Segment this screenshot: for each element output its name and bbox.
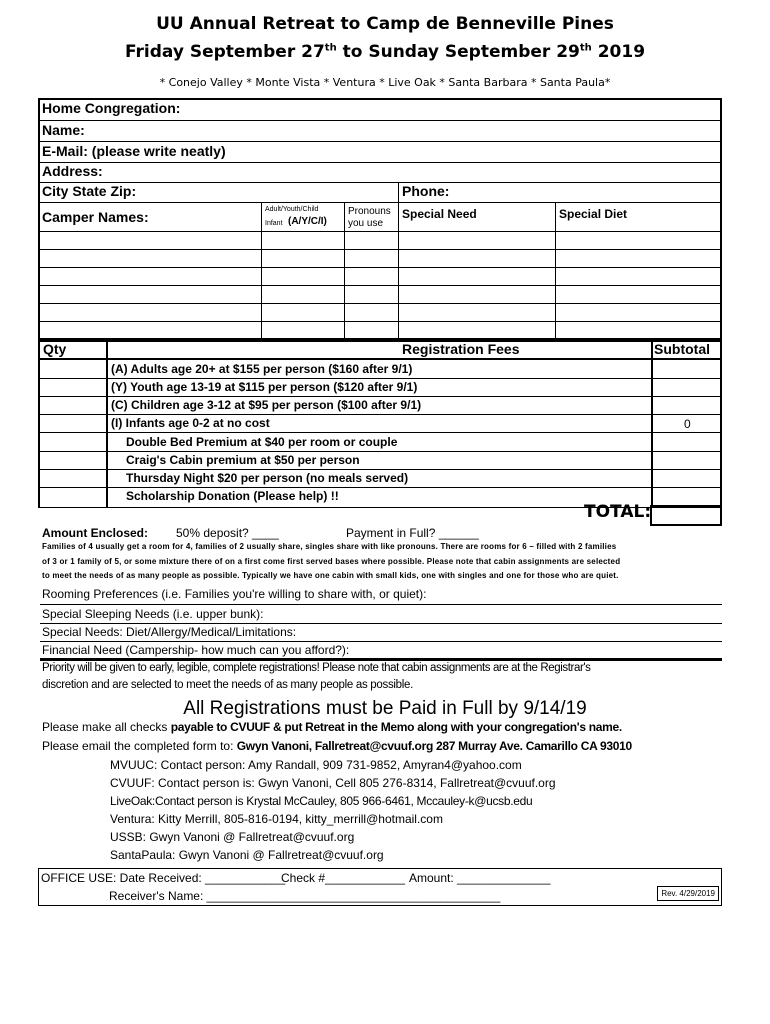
financial-need-field[interactable]: Financial Need (Campership- how much can you afford?):	[40, 642, 722, 661]
amount-field[interactable]: Amount: ______________	[409, 871, 551, 885]
total-field[interactable]	[650, 505, 722, 526]
deadline-notice: All Registrations must be Paid in Full by 9/14/19	[183, 698, 587, 719]
name-field[interactable]: Name:	[40, 121, 720, 142]
camper-row[interactable]	[40, 250, 720, 268]
address-field[interactable]: Address:	[40, 163, 720, 183]
receiver-name-field[interactable]: Receiver's Name: ____________________________________________	[109, 889, 501, 903]
camper-names-label: Camper Names:	[42, 209, 149, 225]
rooming-note-3: to meet the needs of as many people as possible. Typically we have one cabin with small kids, one with singles and one for those who are quiet.	[42, 571, 619, 580]
special-need-header: Special Need	[402, 207, 477, 221]
city-state-zip-label: City State Zip:	[42, 183, 137, 199]
amount-enclosed-label: Amount Enclosed:	[42, 526, 149, 540]
email-field[interactable]: E-Mail: (please write neatly)	[40, 142, 720, 163]
phone-label: Phone:	[402, 183, 450, 199]
pronouns-header: Pronouns	[348, 206, 391, 217]
registration-fees-header: Registration Fees	[402, 341, 520, 357]
email-instructions: Please email the completed form to: Gwyn Vanoni, Fallretreat@cvuuf.org 287 Murray Ave. Camarillo CA 93010	[42, 739, 632, 753]
fee-row[interactable]: Thursday Night $20 per person (no meals served)	[40, 470, 720, 488]
special-needs-field[interactable]: Special Needs: Diet/Allergy/Medical/Limitations:	[40, 624, 722, 642]
total-label: TOTAL:	[584, 502, 652, 522]
camper-header-row: Camper Names: Adult/Youth/Child Infant (A/Y/C/I) Pronouns you use Special Need Special Diet	[40, 203, 720, 232]
fee-row[interactable]: (Y) Youth age 13-19 at $115 per person ($120 after 9/1)	[40, 379, 720, 397]
fee-row[interactable]: (C) Children age 3-12 at $95 per person ($100 after 9/1)	[40, 397, 720, 415]
registration-form	[38, 98, 722, 342]
qty-header: Qty	[43, 341, 67, 357]
contact-cvuuf: CVUUF: Contact person is: Gwyn Vanoni, Cell 805 276-8314, Fallretreat@cvuuf.org	[110, 776, 556, 790]
city-state-zip-row	[40, 183, 720, 203]
revision-date: Rev. 4/29/2019	[657, 886, 719, 901]
check-number-field[interactable]: Check #____________	[281, 871, 406, 885]
infant-subtotal: 0	[684, 417, 691, 431]
camper-row[interactable]	[40, 286, 720, 304]
fees-header-row	[40, 340, 720, 360]
contact-liveoak: LiveOak:Contact person is Krystal McCauley, 805 966-6461, Mccauley-k@ucsb.edu	[110, 794, 533, 808]
fee-row[interactable]: (A) Adults age 20+ at $155 per person ($160 after 9/1)	[40, 360, 720, 379]
contact-mvuuc: MVUUC: Contact person: Amy Randall, 909 731-9852, Amyran4@yahoo.com	[110, 758, 522, 772]
priority-note-1: Priority will be given to early, legible, complete registrations! Please note that cabin assignments are at the Registrar's	[42, 662, 591, 674]
fee-row[interactable]: (I) Infants age 0-2 at no cost 0	[40, 415, 720, 433]
congregation-list: * Conejo Valley * Monte Vista * Ventura * Live Oak * Santa Barbara * Santa Paula*	[159, 76, 611, 89]
checks-instructions: Please make all checks payable to CVUUF & put Retreat in the Memo along with your congregation's name.	[42, 720, 622, 734]
rooming-note-1: Families of 4 usually get a room for 4, families of 2 usually share, singles share with like pronouns. There are rooms for 6 – filled with 2 families	[42, 542, 617, 551]
fees-table	[38, 338, 722, 508]
camper-row[interactable]	[40, 232, 720, 250]
contact-santapaula: SantaPaula: Gwyn Vanoni @ Fallretreat@cvuuf.org	[110, 848, 384, 862]
priority-note-2: discretion and are selected to meet the needs of as many people as possible.	[42, 679, 413, 691]
deposit-field[interactable]: 50% deposit? ____	[176, 526, 279, 540]
fee-row[interactable]: Double Bed Premium at $40 per room or couple	[40, 433, 720, 452]
rooming-preferences-field[interactable]: Rooming Preferences (i.e. Families you're willing to share with, or quiet):	[40, 584, 722, 605]
office-use-box	[38, 868, 722, 906]
title-line-2: Friday September 27th to Sunday September 29th 2019	[124, 42, 646, 62]
subtotal-header: Subtotal	[654, 341, 710, 357]
contact-ussb: USSB: Gwyn Vanoni @ Fallretreat@cvuuf.org	[110, 830, 355, 844]
special-diet-header: Special Diet	[559, 207, 628, 221]
camper-row[interactable]	[40, 268, 720, 286]
title-line-1: UU Annual Retreat to Camp de Benneville Pines	[156, 14, 614, 34]
date-received-field[interactable]: OFFICE USE: Date Received: ____________	[41, 871, 286, 885]
age-header: Adult/Youth/Child	[265, 206, 319, 213]
full-payment-field[interactable]: Payment in Full? ______	[346, 526, 479, 540]
sleeping-needs-field[interactable]: Special Sleeping Needs (i.e. upper bunk):	[40, 605, 722, 624]
contact-ventura: Ventura: Kitty Merrill, 805-816-0194, kitty_merrill@hotmail.com	[110, 812, 443, 826]
contact-list	[110, 756, 556, 864]
camper-row[interactable]	[40, 304, 720, 322]
fee-row[interactable]: Scholarship Donation (Please help) !!	[126, 489, 339, 503]
preferences-section	[40, 584, 722, 661]
fee-row[interactable]: Craig's Cabin premium at $50 per person	[40, 452, 720, 470]
home-congregation-field[interactable]: Home Congregation:	[40, 100, 720, 121]
rooming-note-2: of 3 or 1 family of 5, or some mixture there of on a first come first served bases where possible. Please note that cabin assignments are selected	[42, 557, 621, 566]
